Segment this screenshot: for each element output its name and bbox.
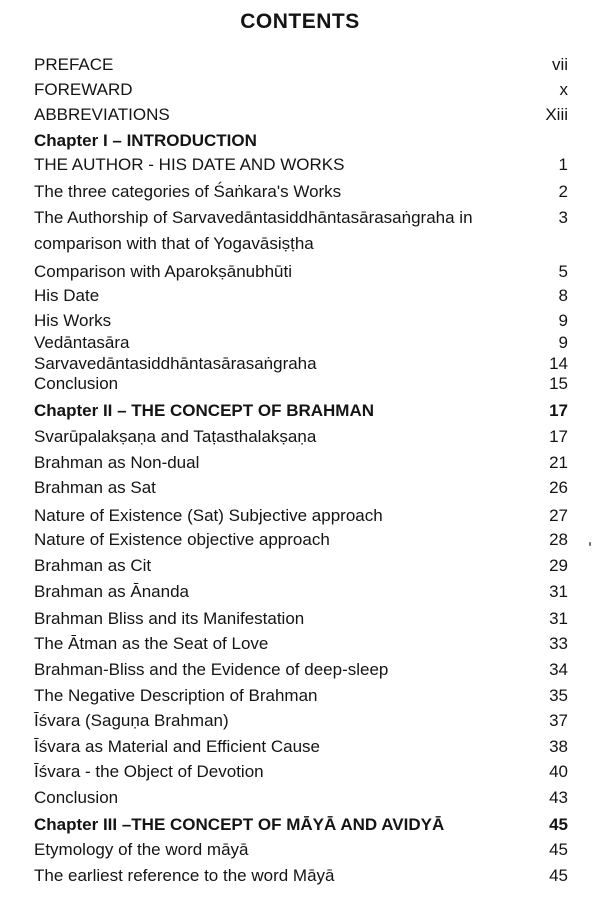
chapter-heading	[34, 401, 574, 421]
print-speck	[589, 542, 591, 546]
toc-entry	[34, 105, 574, 125]
toc-entry	[34, 55, 574, 75]
toc-entry-page: 21	[549, 453, 568, 472]
chapter-page: 17	[549, 401, 568, 420]
toc-entry	[34, 582, 574, 602]
toc-entry	[34, 634, 574, 654]
toc-entry	[34, 182, 574, 202]
toc-entry	[34, 556, 574, 576]
toc-entry-title: Brahman Bliss and its Manifestation	[34, 609, 305, 628]
toc-entry-page: 5	[558, 262, 568, 281]
toc-entry-page: 31	[549, 609, 568, 628]
toc-entry-page: 43	[549, 788, 568, 807]
toc-entry	[34, 374, 574, 394]
toc-entry-title: Brahman as Non-dual	[34, 453, 200, 472]
toc-entry-page: 9	[558, 311, 568, 330]
toc-entry-title: Īśvara (Saguṇa Brahman)	[34, 711, 229, 730]
toc-entry-page: 14	[549, 354, 568, 373]
toc-entry	[34, 427, 574, 447]
toc-entry-page: 1	[558, 155, 568, 174]
toc-entry-page: 40	[549, 762, 568, 781]
chapter-heading	[34, 815, 574, 835]
toc-entry-title: Conclusion	[34, 788, 119, 807]
toc-entry-page: 37	[549, 711, 568, 730]
chapter-title: Chapter I – INTRODUCTION	[34, 131, 257, 150]
toc-entry-page: 34	[549, 660, 568, 679]
toc-entry	[34, 155, 574, 175]
toc-entry-title: His Works	[34, 311, 112, 330]
toc-entry-page: 15	[549, 374, 568, 393]
toc-entry-title: Sarvavedāntasiddhāntasārasaṅgraha	[34, 354, 317, 373]
toc-entry-title: Nature of Existence (Sat) Subjective approach	[34, 506, 383, 525]
toc-entry	[34, 478, 574, 498]
toc-entry-title: The Negative Description of Brahman	[34, 686, 318, 705]
toc-entry-page: 33	[549, 634, 568, 653]
toc-entry-page: 45	[549, 866, 568, 885]
toc-entry-title: Brahman as Cit	[34, 556, 152, 575]
toc-entry	[34, 205, 574, 257]
toc-entry-title: THE AUTHOR - HIS DATE AND WORKS	[34, 155, 345, 174]
toc-entry-title: The Ātman as the Seat of Love	[34, 634, 269, 653]
toc-entry	[34, 311, 574, 331]
toc-entry	[34, 840, 574, 860]
toc-entry-page: vii	[551, 55, 568, 74]
toc-entry-title: Nature of Existence objective approach	[34, 530, 330, 549]
toc-entry	[34, 80, 574, 100]
toc-entry	[34, 686, 574, 706]
toc-entry-title: Brahman as Ānanda	[34, 582, 189, 601]
toc-entry-title: Brahman as Sat	[34, 478, 156, 497]
toc-entry-title: Vedāntasāra	[34, 333, 130, 352]
toc-entry	[34, 530, 574, 550]
toc-entry-page: 38	[549, 737, 568, 756]
toc-entry-title: His Date	[34, 286, 100, 305]
toc-entry-title: Svarūpalakṣaṇa and Taṭasthalakṣaṇa	[34, 427, 317, 446]
toc-entry	[34, 333, 574, 353]
toc-entry-page: 45	[549, 840, 568, 859]
toc-entry-title: Brahman-Bliss and the Evidence of deep-sleep	[34, 660, 389, 679]
toc-entry-title: The earliest reference to the word Māyā	[34, 866, 335, 885]
toc-entry-title: The Authorship of Sarvavedāntasiddhāntasārasaṅgraha in comparison with that of Yogavāsiṣṭha	[34, 208, 473, 253]
toc-entry-page: 8	[558, 286, 568, 305]
toc-entry	[34, 737, 574, 757]
toc-entry-page: x	[559, 80, 568, 99]
toc-entry-page: 17	[549, 427, 568, 446]
toc-entry	[34, 711, 574, 731]
toc-entry-title: FOREWARD	[34, 80, 133, 99]
toc-entry-title: Īśvara as Material and Efficient Cause	[34, 737, 320, 756]
toc-entry	[34, 262, 574, 282]
toc-entry	[34, 506, 574, 526]
toc-entry-title: PREFACE	[34, 55, 114, 74]
toc-entry-page: 35	[549, 686, 568, 705]
toc-entry-page: 2	[558, 182, 568, 201]
toc-entry-page: 31	[549, 582, 568, 601]
chapter-title: Chapter II – THE CONCEPT OF BRAHMAN	[34, 401, 375, 420]
toc-entry-page: 28	[549, 530, 568, 549]
toc-entry	[34, 453, 574, 473]
toc-entry-title: Comparison with Aparokṣānubhūti	[34, 262, 292, 281]
toc-entry-page: 9	[558, 333, 568, 352]
toc-entry-page: 26	[549, 478, 568, 497]
toc-entry-page: Xiii	[545, 105, 568, 124]
toc-entry	[34, 866, 574, 886]
toc-entry-page: 29	[549, 556, 568, 575]
chapter-title: Chapter III –THE CONCEPT OF MĀYĀ AND AVIDYĀ	[34, 815, 445, 834]
chapter-page: 45	[549, 815, 568, 834]
chapter-heading	[34, 131, 574, 151]
toc-entry-title: Conclusion	[34, 374, 119, 393]
toc-entry	[34, 660, 574, 680]
toc-entry-page: 27	[549, 506, 568, 525]
toc-entry-title: ABBREVIATIONS	[34, 105, 170, 124]
toc-entry	[34, 788, 574, 808]
toc-entry-title: Etymology of the word māyā	[34, 840, 249, 859]
toc-entry-title: Īśvara - the Object of Devotion	[34, 762, 264, 781]
toc-entry	[34, 609, 574, 629]
toc-entry	[34, 286, 574, 306]
toc-entry	[34, 762, 574, 782]
toc-entry-title: The three categories of Śaṅkara's Works	[34, 182, 342, 201]
page-heading: CONTENTS	[240, 10, 360, 33]
toc-entry	[34, 354, 574, 374]
toc-entry-page: 3	[558, 208, 568, 227]
